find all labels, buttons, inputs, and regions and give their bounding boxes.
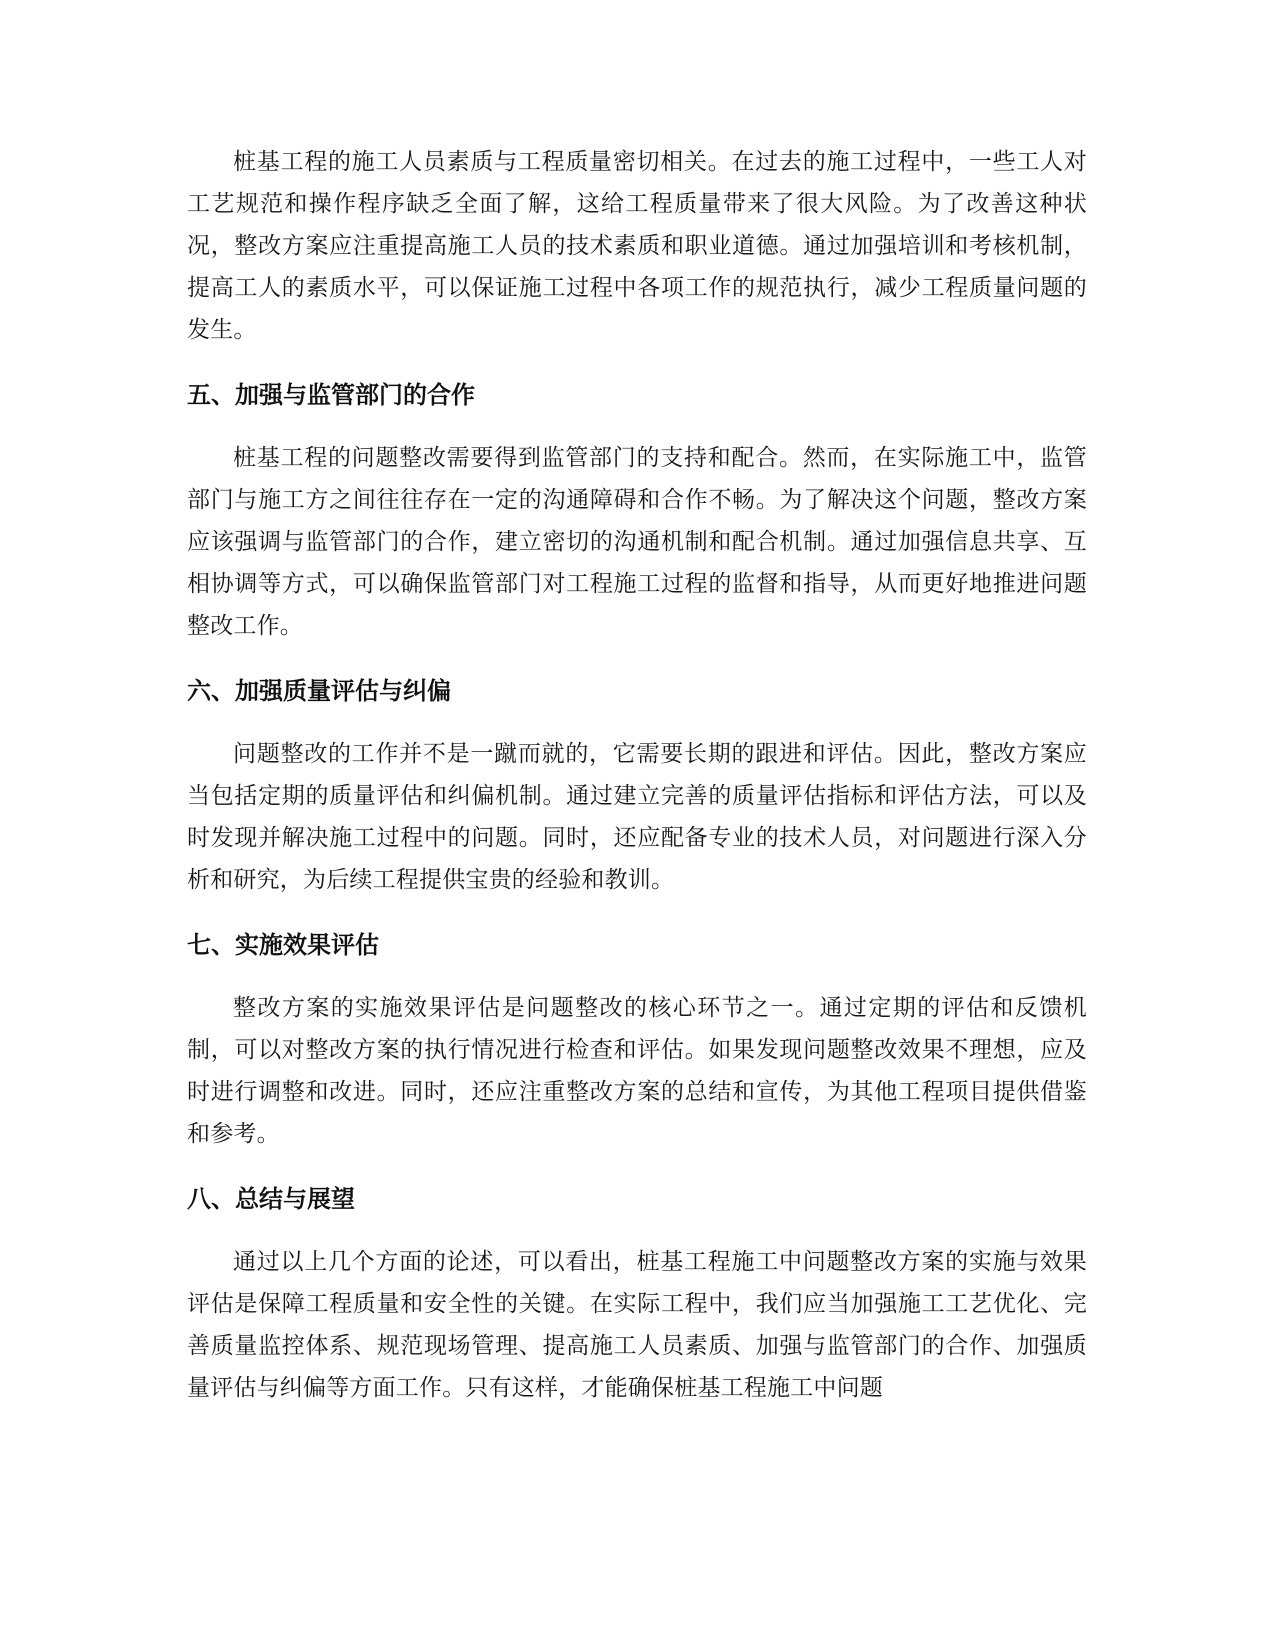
heading-section-7: 七、实施效果评估 <box>187 931 379 959</box>
heading-section-8: 八、总结与展望 <box>187 1185 355 1213</box>
paragraph-section-7: 整改方案的实施效果评估是问题整改的核心环节之一。通过定期的评估和反馈机制，可以对整改方案的执行情况进行检查和评估。如果发现问题整改效果不理想，应及时进行调整和改进。同时，还应注重整改方案的总结和宣传，为其他工程项目提供借鉴和参考。 <box>187 995 1087 1147</box>
heading-section-5: 五、加强与监管部门的合作 <box>187 381 475 409</box>
heading-section-6: 六、加强质量评估与纠偏 <box>187 677 451 705</box>
paragraph-workforce-quality: 桩基工程的施工人员素质与工程质量密切相关。在过去的施工过程中，一些工人对工艺规范和操作程序缺乏全面了解，这给工程质量带来了很大风险。为了改善这种状况，整改方案应注重提高施工人员的技术素质和职业道德。通过加强培训和考核机制，提高工人的素质水平，可以保证施工过程中各项工作的规范执行，减少工程质量问题的发生。 <box>187 149 1087 343</box>
paragraph-section-5: 桩基工程的问题整改需要得到监管部门的支持和配合。然而，在实际施工中，监管部门与施工方之间往往存在一定的沟通障碍和合作不畅。为了解决这个问题，整改方案应该强调与监管部门的合作，建立密切的沟通机制和配合机制。通过加强信息共享、互相协调等方式，可以确保监管部门对工程施工过程的监督和指导，从而更好地推进问题整改工作。 <box>187 445 1087 639</box>
paragraph-section-6: 问题整改的工作并不是一蹴而就的，它需要长期的跟进和评估。因此，整改方案应当包括定期的质量评估和纠偏机制。通过建立完善的质量评估指标和评估方法，可以及时发现并解决施工过程中的问题。同时，还应配备专业的技术人员，对问题进行深入分析和研究，为后续工程提供宝贵的经验和教训。 <box>187 741 1087 893</box>
paragraph-section-8: 通过以上几个方面的论述，可以看出，桩基工程施工中问题整改方案的实施与效果评估是保障工程质量和安全性的关键。在实际工程中，我们应当加强施工工艺优化、完善质量监控体系、规范现场管理、提高施工人员素质、加强与监管部门的合作、加强质量评估与纠偏等方面工作。只有这样，才能确保桩基工程施工中问题 <box>187 1249 1087 1401</box>
document-body <box>187 141 1087 1409</box>
